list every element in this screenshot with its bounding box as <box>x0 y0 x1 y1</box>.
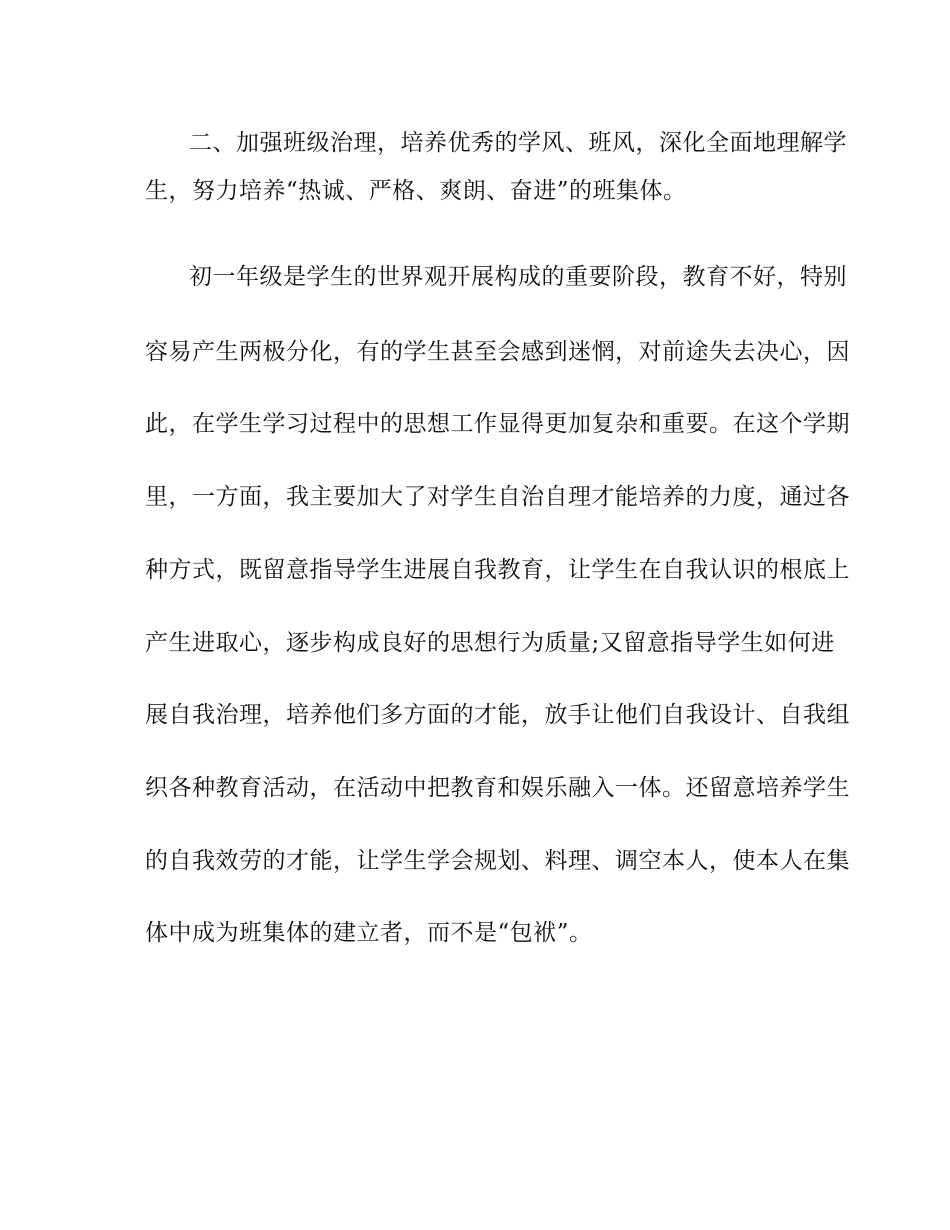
paragraph-2-line-4: 里，一方面，我主要加大了对学生自治自理才能培养的力度，通过各 <box>145 484 850 510</box>
paragraph-1-line-1: 二、加强班级治理，培养优秀的学风、班风，深化全面地理解学 <box>189 130 847 156</box>
paragraph-2-line-7: 展自我治理，培养他们多方面的才能，放手让他们自我设计、自我组 <box>145 702 850 728</box>
paragraph-2-line-2: 容易产生两极分化，有的学生甚至会感到迷惘，对前途失去决心，因 <box>145 339 850 365</box>
paragraph-2-line-1: 初一年级是学生的世界观开展构成的重要阶段，教育不好，特别 <box>189 264 847 290</box>
paragraph-2-line-3: 此，在学生学习过程中的思想工作显得更加复杂和重要。在这个学期 <box>145 411 850 437</box>
paragraph-2-line-6: 产生进取心，逐步构成良好的思想行为质量;又留意指导学生如何进 <box>145 630 835 656</box>
paragraph-2-line-8: 织各种教育活动，在活动中把教育和娱乐融入一体。还留意培养学生 <box>145 775 850 801</box>
paragraph-1-line-2: 生，努力培养“热诚、严格、爽朗、奋进”的班集体。 <box>145 178 687 204</box>
paragraph-2-line-9: 的自我效劳的才能，让学生学会规划、料理、调空本人，使本人在集 <box>145 848 850 874</box>
paragraph-2-line-5: 种方式，既留意指导学生进展自我教育，让学生在自我认识的根底上 <box>145 557 850 583</box>
paragraph-2-line-10: 体中成为班集体的建立者，而不是“包袱”。 <box>145 920 593 946</box>
